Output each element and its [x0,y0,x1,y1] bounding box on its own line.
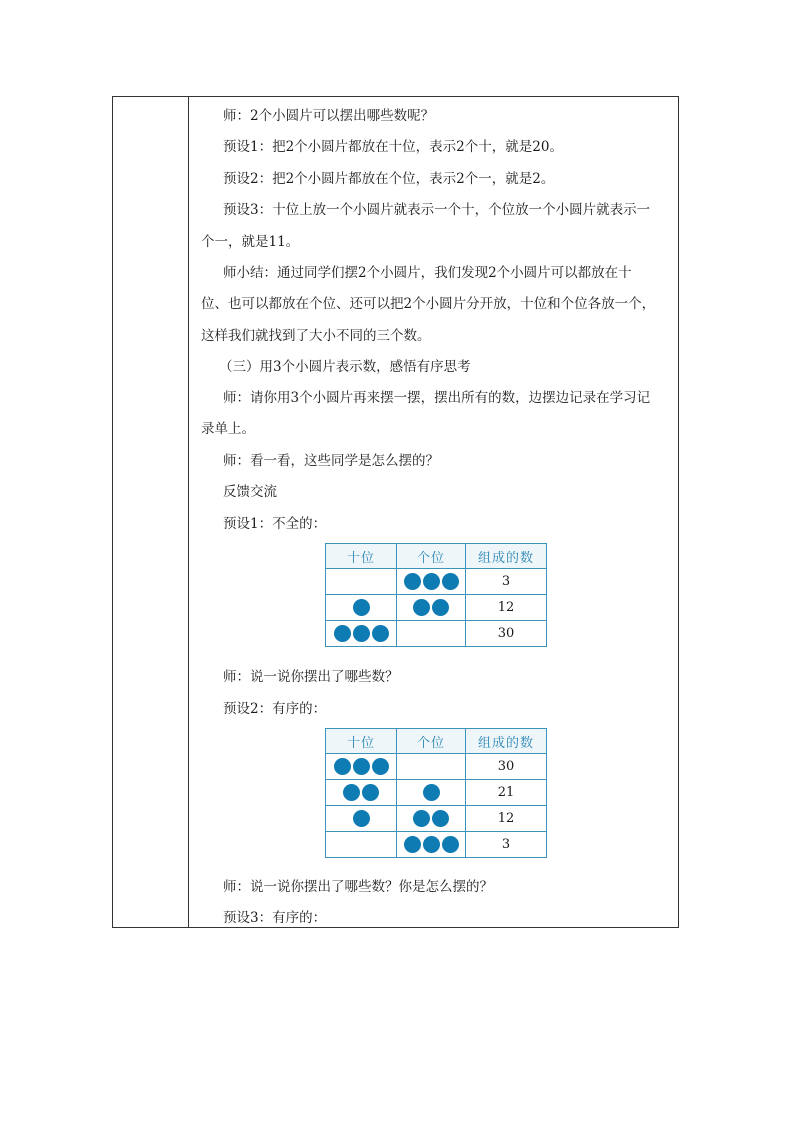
paragraph: 师：请你用3个小圆片再来摆一摆，摆出所有的数，边摆边记录在学习记 [223,390,651,406]
table-row [326,569,547,595]
place-value-table-ordered [325,728,547,858]
tens-cell [326,780,397,806]
paragraph: 师：看一看，这些同学是怎么摆的？ [223,453,439,469]
counter-dot [413,810,430,827]
table-row [326,780,547,806]
table-row [326,754,547,780]
tens-cell [326,806,397,832]
left-column-cell [113,97,189,927]
counter-dot [423,573,440,590]
ones-cell [397,806,466,832]
counter-dot [353,599,370,616]
counter-dot [334,625,351,642]
number-cell: 30 [466,621,547,647]
counter-dot [353,758,370,775]
counter-dot [362,784,379,801]
ones-cell [397,569,466,595]
header-tens: 十位 [326,729,397,754]
counter-dot [353,625,370,642]
ones-cell [397,832,466,858]
paragraph: 录单上。 [201,421,255,437]
paragraph: 师：说一说你摆出了哪些数？你是怎么摆的？ [223,879,493,895]
number-cell: 12 [466,806,547,832]
paragraph: 预设3：十位上放一个小圆片就表示一个十，个位放一个小圆片就表示一 [223,202,651,218]
number-cell: 30 [466,754,547,780]
header-ones: 个位 [397,729,466,754]
counter-dot [442,573,459,590]
number-cell: 21 [466,780,547,806]
table-row [326,832,547,858]
paragraph: 师：2个小圆片可以摆出哪些数呢？ [223,108,435,124]
counter-dot [442,836,459,853]
paragraph: 师：说一说你摆出了哪些数？ [223,669,399,685]
paragraph: 反馈交流 [223,484,277,500]
counter-dot [432,810,449,827]
number-cell: 3 [466,832,547,858]
counter-dot [413,599,430,616]
paragraph: 个一，就是11。 [201,234,300,250]
tens-cell [326,621,397,647]
number-cell: 12 [466,595,547,621]
ones-cell [397,754,466,780]
counter-dot [423,784,440,801]
paragraph: 师小结：通过同学们摆2个小圆片，我们发现2个小圆片可以都放在十 [223,265,632,281]
header-ones: 个位 [397,544,466,569]
table-row [326,806,547,832]
number-cell: 3 [466,569,547,595]
counter-dot [372,625,389,642]
counter-dot [343,784,360,801]
paragraph: 位、也可以都放在个位、还可以把2个小圆片分开放，十位和个位各放一个， [201,296,656,312]
paragraph: 预设3：有序的： [223,910,327,926]
place-value-table-incomplete [325,543,547,647]
paragraph: 预设1：把2个小圆片都放在十位，表示2个十，就是20。 [223,139,563,155]
paragraph: 预设1：不全的： [223,516,327,532]
counter-dot [372,758,389,775]
header-number: 组成的数 [466,729,547,754]
tens-cell [326,754,397,780]
counter-dot [423,836,440,853]
counter-dot [353,810,370,827]
header-number: 组成的数 [466,544,547,569]
counter-dot [334,758,351,775]
tens-cell [326,595,397,621]
paragraph: 预设2：把2个小圆片都放在个位，表示2个一，就是2。 [223,171,555,187]
tens-cell [326,569,397,595]
counter-dot [432,599,449,616]
counter-dot [404,836,421,853]
lesson-table [112,96,679,928]
table-row [326,595,547,621]
section-heading: （三）用3个小圆片表示数，感悟有序思考 [219,359,471,375]
tens-cell [326,832,397,858]
table-row [326,621,547,647]
header-tens: 十位 [326,544,397,569]
counter-dot [404,573,421,590]
ones-cell [397,780,466,806]
paragraph: 预设2：有序的： [223,701,327,717]
ones-cell [397,621,466,647]
paragraph: 这样我们就找到了大小不同的三个数。 [201,328,431,344]
ones-cell [397,595,466,621]
